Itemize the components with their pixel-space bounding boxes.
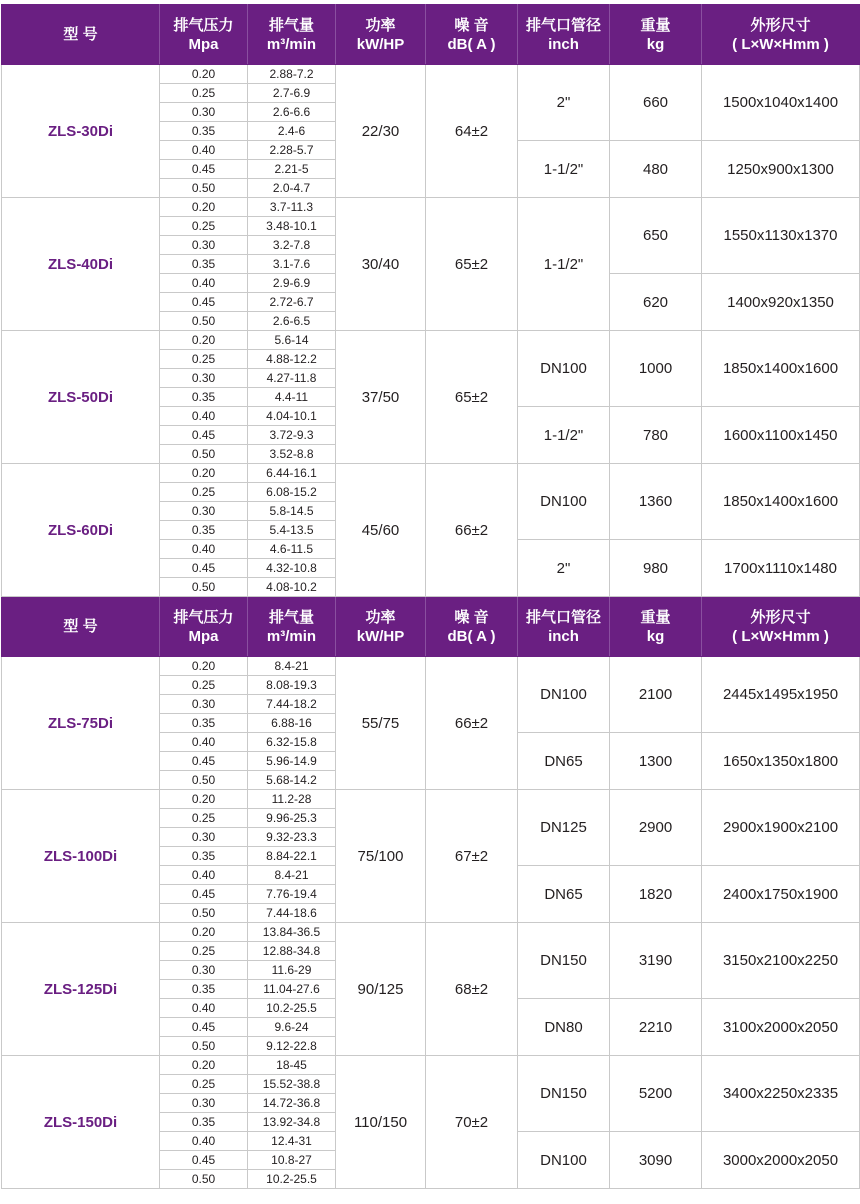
flow-cell: 7.44-18.6 xyxy=(248,904,336,923)
noise-cell: 66±2 xyxy=(426,657,518,790)
outlet-cell: 2" xyxy=(518,540,610,597)
header-power xyxy=(336,597,426,657)
weight-cell: 980 xyxy=(610,540,702,597)
weight-cell: 3090 xyxy=(610,1132,702,1189)
outlet-cell: DN150 xyxy=(518,923,610,999)
flow-cell: 7.76-19.4 xyxy=(248,885,336,904)
pressure-cell: 0.20 xyxy=(160,923,248,942)
table-row xyxy=(2,790,860,809)
spec-table xyxy=(1,4,860,1189)
flow-cell: 2.9-6.9 xyxy=(248,274,336,293)
flow-cell: 2.21-5 xyxy=(248,160,336,179)
weight-cell: 2900 xyxy=(610,790,702,866)
pressure-cell: 0.40 xyxy=(160,733,248,752)
flow-cell: 2.4-6 xyxy=(248,122,336,141)
pressure-cell: 0.30 xyxy=(160,961,248,980)
flow-cell: 11.2-28 xyxy=(248,790,336,809)
header-size xyxy=(702,597,860,657)
pressure-cell: 0.35 xyxy=(160,122,248,141)
size-cell: 1400x920x1350 xyxy=(702,274,860,331)
size-cell: 3000x2000x2050 xyxy=(702,1132,860,1189)
header-pressure-line: 排气压力 xyxy=(173,16,234,34)
header-size-line: ( L×W×Hmm ) xyxy=(732,627,829,645)
flow-cell: 18-45 xyxy=(248,1056,336,1075)
pressure-cell: 0.45 xyxy=(160,559,248,578)
flow-cell: 5.96-14.9 xyxy=(248,752,336,771)
pressure-cell: 0.50 xyxy=(160,179,248,198)
flow-cell: 10.2-25.5 xyxy=(248,999,336,1018)
header-pressure xyxy=(160,5,248,65)
pressure-cell: 0.50 xyxy=(160,578,248,597)
size-cell: 3400x2250x2335 xyxy=(702,1056,860,1132)
pressure-cell: 0.20 xyxy=(160,790,248,809)
size-cell: 1500x1040x1400 xyxy=(702,65,860,141)
pressure-cell: 0.45 xyxy=(160,293,248,312)
pressure-cell: 0.35 xyxy=(160,980,248,999)
flow-cell: 2.28-5.7 xyxy=(248,141,336,160)
outlet-cell: DN100 xyxy=(518,464,610,540)
flow-cell: 6.88-16 xyxy=(248,714,336,733)
header-flow-line: 排气量 xyxy=(268,608,314,626)
header-outlet-line: 排气口管径 xyxy=(525,608,601,626)
model-cell: ZLS-150Di xyxy=(2,1056,160,1189)
weight-cell: 620 xyxy=(610,274,702,331)
flow-cell: 3.1-7.6 xyxy=(248,255,336,274)
power-cell: 55/75 xyxy=(336,657,426,790)
flow-cell: 5.68-14.2 xyxy=(248,771,336,790)
outlet-cell: DN100 xyxy=(518,1132,610,1189)
pressure-cell: 0.40 xyxy=(160,866,248,885)
pressure-cell: 0.45 xyxy=(160,1018,248,1037)
weight-cell: 1360 xyxy=(610,464,702,540)
pressure-cell: 0.25 xyxy=(160,942,248,961)
flow-cell: 9.96-25.3 xyxy=(248,809,336,828)
size-cell: 1850x1400x1600 xyxy=(702,331,860,407)
outlet-cell: DN125 xyxy=(518,790,610,866)
outlet-cell: DN150 xyxy=(518,1056,610,1132)
pressure-cell: 0.30 xyxy=(160,828,248,847)
weight-cell: 650 xyxy=(610,198,702,274)
header-weight xyxy=(610,597,702,657)
pressure-cell: 0.40 xyxy=(160,540,248,559)
flow-cell: 2.88-7.2 xyxy=(248,65,336,84)
header-outlet-line: 排气口管径 xyxy=(525,16,601,34)
header-pressure-line: Mpa xyxy=(188,35,219,53)
size-cell: 1850x1400x1600 xyxy=(702,464,860,540)
flow-cell: 4.88-12.2 xyxy=(248,350,336,369)
flow-cell: 4.04-10.1 xyxy=(248,407,336,426)
flow-cell: 4.32-10.8 xyxy=(248,559,336,578)
table-row xyxy=(2,331,860,350)
size-cell: 1700x1110x1480 xyxy=(702,540,860,597)
header-weight-line: 重量 xyxy=(640,608,671,626)
pressure-cell: 0.35 xyxy=(160,714,248,733)
header-power-line: kW/HP xyxy=(356,35,405,53)
pressure-cell: 0.30 xyxy=(160,695,248,714)
pressure-cell: 0.25 xyxy=(160,84,248,103)
pressure-cell: 0.20 xyxy=(160,65,248,84)
pressure-cell: 0.35 xyxy=(160,847,248,866)
weight-cell: 780 xyxy=(610,407,702,464)
header-row xyxy=(2,597,860,657)
pressure-cell: 0.50 xyxy=(160,904,248,923)
pressure-cell: 0.40 xyxy=(160,141,248,160)
flow-cell: 6.44-16.1 xyxy=(248,464,336,483)
header-pressure xyxy=(160,597,248,657)
size-cell: 3100x2000x2050 xyxy=(702,999,860,1056)
outlet-cell: 2" xyxy=(518,65,610,141)
header-power-line: 功率 xyxy=(365,16,396,34)
header-flow-line: m³/min xyxy=(266,35,317,53)
header-noise-line: dB( A ) xyxy=(447,35,496,53)
power-cell: 37/50 xyxy=(336,331,426,464)
pressure-cell: 0.50 xyxy=(160,312,248,331)
pressure-cell: 0.40 xyxy=(160,274,248,293)
pressure-cell: 0.25 xyxy=(160,1075,248,1094)
size-cell: 1600x1100x1450 xyxy=(702,407,860,464)
power-cell: 45/60 xyxy=(336,464,426,597)
outlet-cell: 1-1/2" xyxy=(518,407,610,464)
pressure-cell: 0.20 xyxy=(160,464,248,483)
header-power-line: 功率 xyxy=(365,608,396,626)
power-cell: 30/40 xyxy=(336,198,426,331)
header-weight-line: kg xyxy=(646,627,665,645)
flow-cell: 3.72-9.3 xyxy=(248,426,336,445)
weight-cell: 2210 xyxy=(610,999,702,1056)
flow-cell: 10.2-25.5 xyxy=(248,1170,336,1189)
flow-cell: 8.84-22.1 xyxy=(248,847,336,866)
pressure-cell: 0.45 xyxy=(160,885,248,904)
flow-cell: 6.08-15.2 xyxy=(248,483,336,502)
pressure-cell: 0.35 xyxy=(160,521,248,540)
weight-cell: 480 xyxy=(610,141,702,198)
flow-cell: 2.6-6.5 xyxy=(248,312,336,331)
pressure-cell: 0.40 xyxy=(160,1132,248,1151)
pressure-cell: 0.25 xyxy=(160,809,248,828)
power-cell: 22/30 xyxy=(336,65,426,198)
noise-cell: 70±2 xyxy=(426,1056,518,1189)
power-cell: 75/100 xyxy=(336,790,426,923)
header-noise-line: 噪 音 xyxy=(454,16,489,34)
pressure-cell: 0.20 xyxy=(160,1056,248,1075)
flow-cell: 8.08-19.3 xyxy=(248,676,336,695)
power-cell: 90/125 xyxy=(336,923,426,1056)
flow-cell: 2.0-4.7 xyxy=(248,179,336,198)
size-cell: 2900x1900x2100 xyxy=(702,790,860,866)
model-cell: ZLS-75Di xyxy=(2,657,160,790)
flow-cell: 4.08-10.2 xyxy=(248,578,336,597)
outlet-cell: DN65 xyxy=(518,866,610,923)
flow-cell: 4.6-11.5 xyxy=(248,540,336,559)
flow-cell: 4.27-11.8 xyxy=(248,369,336,388)
weight-cell: 660 xyxy=(610,65,702,141)
pressure-cell: 0.40 xyxy=(160,407,248,426)
flow-cell: 8.4-21 xyxy=(248,866,336,885)
flow-cell: 5.4-13.5 xyxy=(248,521,336,540)
flow-cell: 14.72-36.8 xyxy=(248,1094,336,1113)
table-row xyxy=(2,198,860,217)
flow-cell: 11.6-29 xyxy=(248,961,336,980)
pressure-cell: 0.45 xyxy=(160,160,248,179)
pressure-cell: 0.25 xyxy=(160,217,248,236)
size-cell: 3150x2100x2250 xyxy=(702,923,860,999)
model-cell: ZLS-125Di xyxy=(2,923,160,1056)
table-row xyxy=(2,1056,860,1075)
flow-cell: 3.52-8.8 xyxy=(248,445,336,464)
flow-cell: 9.12-22.8 xyxy=(248,1037,336,1056)
outlet-cell: DN65 xyxy=(518,733,610,790)
flow-cell: 8.4-21 xyxy=(248,657,336,676)
header-size xyxy=(702,5,860,65)
header-power xyxy=(336,5,426,65)
pressure-cell: 0.45 xyxy=(160,752,248,771)
header-model: 型 号 xyxy=(2,597,160,657)
header-flow xyxy=(248,5,336,65)
flow-cell: 2.6-6.6 xyxy=(248,103,336,122)
flow-cell: 15.52-38.8 xyxy=(248,1075,336,1094)
size-cell: 1550x1130x1370 xyxy=(702,198,860,274)
header-row xyxy=(2,5,860,65)
flow-cell: 2.72-6.7 xyxy=(248,293,336,312)
header-noise xyxy=(426,5,518,65)
flow-cell: 6.32-15.8 xyxy=(248,733,336,752)
pressure-cell: 0.45 xyxy=(160,1151,248,1170)
header-flow xyxy=(248,597,336,657)
header-flow-line: 排气量 xyxy=(268,16,314,34)
flow-cell: 3.48-10.1 xyxy=(248,217,336,236)
weight-cell: 3190 xyxy=(610,923,702,999)
header-outlet-line: inch xyxy=(548,35,579,53)
header-model: 型 号 xyxy=(2,5,160,65)
pressure-cell: 0.25 xyxy=(160,676,248,695)
pressure-cell: 0.30 xyxy=(160,369,248,388)
header-noise-line: dB( A ) xyxy=(447,627,496,645)
flow-cell: 2.7-6.9 xyxy=(248,84,336,103)
pressure-cell: 0.50 xyxy=(160,1170,248,1189)
pressure-cell: 0.30 xyxy=(160,103,248,122)
header-pressure-line: Mpa xyxy=(188,627,219,645)
pressure-cell: 0.50 xyxy=(160,1037,248,1056)
pressure-cell: 0.35 xyxy=(160,255,248,274)
flow-cell: 3.7-11.3 xyxy=(248,198,336,217)
header-flow-line: m³/min xyxy=(266,627,317,645)
outlet-cell: 1-1/2" xyxy=(518,141,610,198)
weight-cell: 2100 xyxy=(610,657,702,733)
pressure-cell: 0.35 xyxy=(160,1113,248,1132)
noise-cell: 66±2 xyxy=(426,464,518,597)
header-power-line: kW/HP xyxy=(356,627,405,645)
pressure-cell: 0.45 xyxy=(160,426,248,445)
table-row xyxy=(2,657,860,676)
pressure-cell: 0.35 xyxy=(160,388,248,407)
header-pressure-line: 排气压力 xyxy=(173,608,234,626)
table-row xyxy=(2,65,860,84)
flow-cell: 4.4-11 xyxy=(248,388,336,407)
header-size-line: 外形尺寸 xyxy=(750,16,811,34)
noise-cell: 65±2 xyxy=(426,331,518,464)
pressure-cell: 0.30 xyxy=(160,502,248,521)
weight-cell: 5200 xyxy=(610,1056,702,1132)
noise-cell: 65±2 xyxy=(426,198,518,331)
size-cell: 2445x1495x1950 xyxy=(702,657,860,733)
outlet-cell: DN80 xyxy=(518,999,610,1056)
weight-cell: 1820 xyxy=(610,866,702,923)
flow-cell: 9.32-23.3 xyxy=(248,828,336,847)
table-row xyxy=(2,464,860,483)
flow-cell: 7.44-18.2 xyxy=(248,695,336,714)
pressure-cell: 0.20 xyxy=(160,331,248,350)
flow-cell: 9.6-24 xyxy=(248,1018,336,1037)
header-outlet xyxy=(518,5,610,65)
model-cell: ZLS-60Di xyxy=(2,464,160,597)
flow-cell: 13.84-36.5 xyxy=(248,923,336,942)
flow-cell: 12.88-34.8 xyxy=(248,942,336,961)
size-cell: 1650x1350x1800 xyxy=(702,733,860,790)
flow-cell: 12.4-31 xyxy=(248,1132,336,1151)
model-cell: ZLS-30Di xyxy=(2,65,160,198)
pressure-cell: 0.30 xyxy=(160,236,248,255)
pressure-cell: 0.20 xyxy=(160,657,248,676)
weight-cell: 1000 xyxy=(610,331,702,407)
outlet-cell: DN100 xyxy=(518,331,610,407)
flow-cell: 3.2-7.8 xyxy=(248,236,336,255)
header-size-line: ( L×W×Hmm ) xyxy=(732,35,829,53)
header-weight xyxy=(610,5,702,65)
noise-cell: 68±2 xyxy=(426,923,518,1056)
table-row xyxy=(2,923,860,942)
pressure-cell: 0.30 xyxy=(160,1094,248,1113)
noise-cell: 64±2 xyxy=(426,65,518,198)
pressure-cell: 0.25 xyxy=(160,350,248,369)
header-weight-line: kg xyxy=(646,35,665,53)
header-weight-line: 重量 xyxy=(640,16,671,34)
pressure-cell: 0.25 xyxy=(160,483,248,502)
header-outlet xyxy=(518,597,610,657)
pressure-cell: 0.50 xyxy=(160,771,248,790)
outlet-cell: 1-1/2" xyxy=(518,198,610,331)
size-cell: 2400x1750x1900 xyxy=(702,866,860,923)
flow-cell: 13.92-34.8 xyxy=(248,1113,336,1132)
model-cell: ZLS-40Di xyxy=(2,198,160,331)
power-cell: 110/150 xyxy=(336,1056,426,1189)
weight-cell: 1300 xyxy=(610,733,702,790)
model-cell: ZLS-100Di xyxy=(2,790,160,923)
pressure-cell: 0.50 xyxy=(160,445,248,464)
flow-cell: 10.8-27 xyxy=(248,1151,336,1170)
pressure-cell: 0.20 xyxy=(160,198,248,217)
noise-cell: 67±2 xyxy=(426,790,518,923)
flow-cell: 5.6-14 xyxy=(248,331,336,350)
header-size-line: 外形尺寸 xyxy=(750,608,811,626)
header-outlet-line: inch xyxy=(548,627,579,645)
header-noise-line: 噪 音 xyxy=(454,608,489,626)
size-cell: 1250x900x1300 xyxy=(702,141,860,198)
pressure-cell: 0.40 xyxy=(160,999,248,1018)
flow-cell: 11.04-27.6 xyxy=(248,980,336,999)
model-cell: ZLS-50Di xyxy=(2,331,160,464)
flow-cell: 5.8-14.5 xyxy=(248,502,336,521)
outlet-cell: DN100 xyxy=(518,657,610,733)
header-noise xyxy=(426,597,518,657)
